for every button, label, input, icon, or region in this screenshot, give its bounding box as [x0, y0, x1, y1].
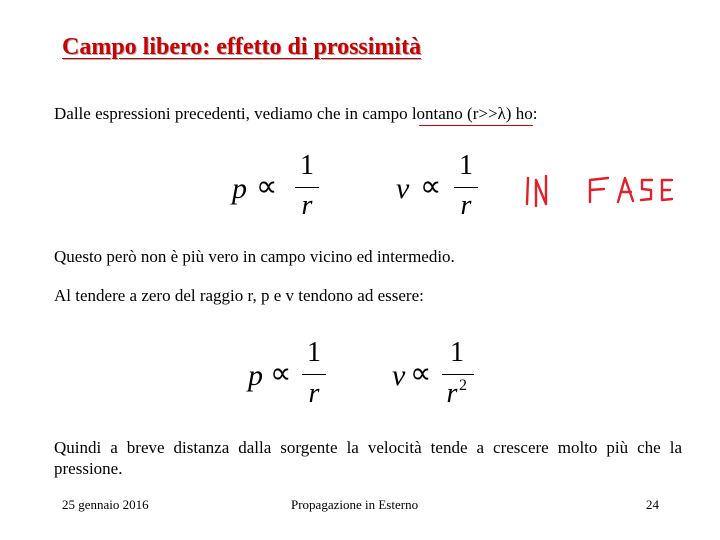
formula-exponent: 2: [459, 377, 467, 394]
fraction-bar: [454, 187, 478, 188]
page-number: 24: [646, 497, 659, 512]
intro-text: Dalle espressioni precedenti, vediamo che in campo lontano (r>>λ) ho:: [54, 104, 538, 123]
fraction-bar: [295, 187, 319, 188]
formula-numerator: 1: [459, 150, 473, 181]
proportional-symbol: ∝: [420, 170, 442, 203]
formula-numerator: 1: [307, 337, 321, 368]
fraction-bar: [302, 374, 326, 375]
footer-title: Propagazione in Esterno: [291, 497, 419, 512]
far-field-formula-p: [232, 150, 322, 224]
handwritten-in-fase-drawing: [524, 170, 684, 216]
far-field-formula-v: [396, 150, 486, 224]
formula-lhs: p: [232, 172, 247, 205]
formula-numerator: 1: [450, 337, 464, 368]
formula-lhs: p: [248, 359, 263, 392]
near-field-formula-p: [248, 336, 338, 410]
formula-lhs: v: [396, 172, 410, 205]
formula-denominator: r: [308, 378, 320, 409]
slide-title: Campo libero: effetto di prossimità: [62, 34, 422, 60]
handwritten-underline: [419, 125, 533, 126]
formula-denominator: r: [301, 190, 313, 221]
formula-denominator: r: [446, 378, 458, 409]
footer-date: 25 gennaio 2016: [62, 497, 149, 512]
formula-denominator: r: [460, 190, 472, 221]
fraction-bar: [442, 374, 474, 375]
conclusion-text: Quindi a breve distanza dalla sorgente la velocità tende a crescere molto più che la pressione.: [54, 438, 682, 478]
near-field-formula-v: [392, 336, 482, 410]
formula-numerator: 1: [300, 150, 314, 181]
limit-text: Al tendere a zero del raggio r, p e v tendono ad essere:: [54, 286, 424, 305]
handwritten-note: [524, 170, 684, 216]
proportional-symbol: ∝: [256, 170, 278, 203]
proportional-symbol: ∝: [270, 357, 292, 390]
near-field-text: Questo però non è più vero in campo vicino ed intermedio.: [54, 247, 455, 266]
proportional-symbol: ∝: [410, 357, 432, 390]
formula-lhs: v: [392, 359, 406, 392]
